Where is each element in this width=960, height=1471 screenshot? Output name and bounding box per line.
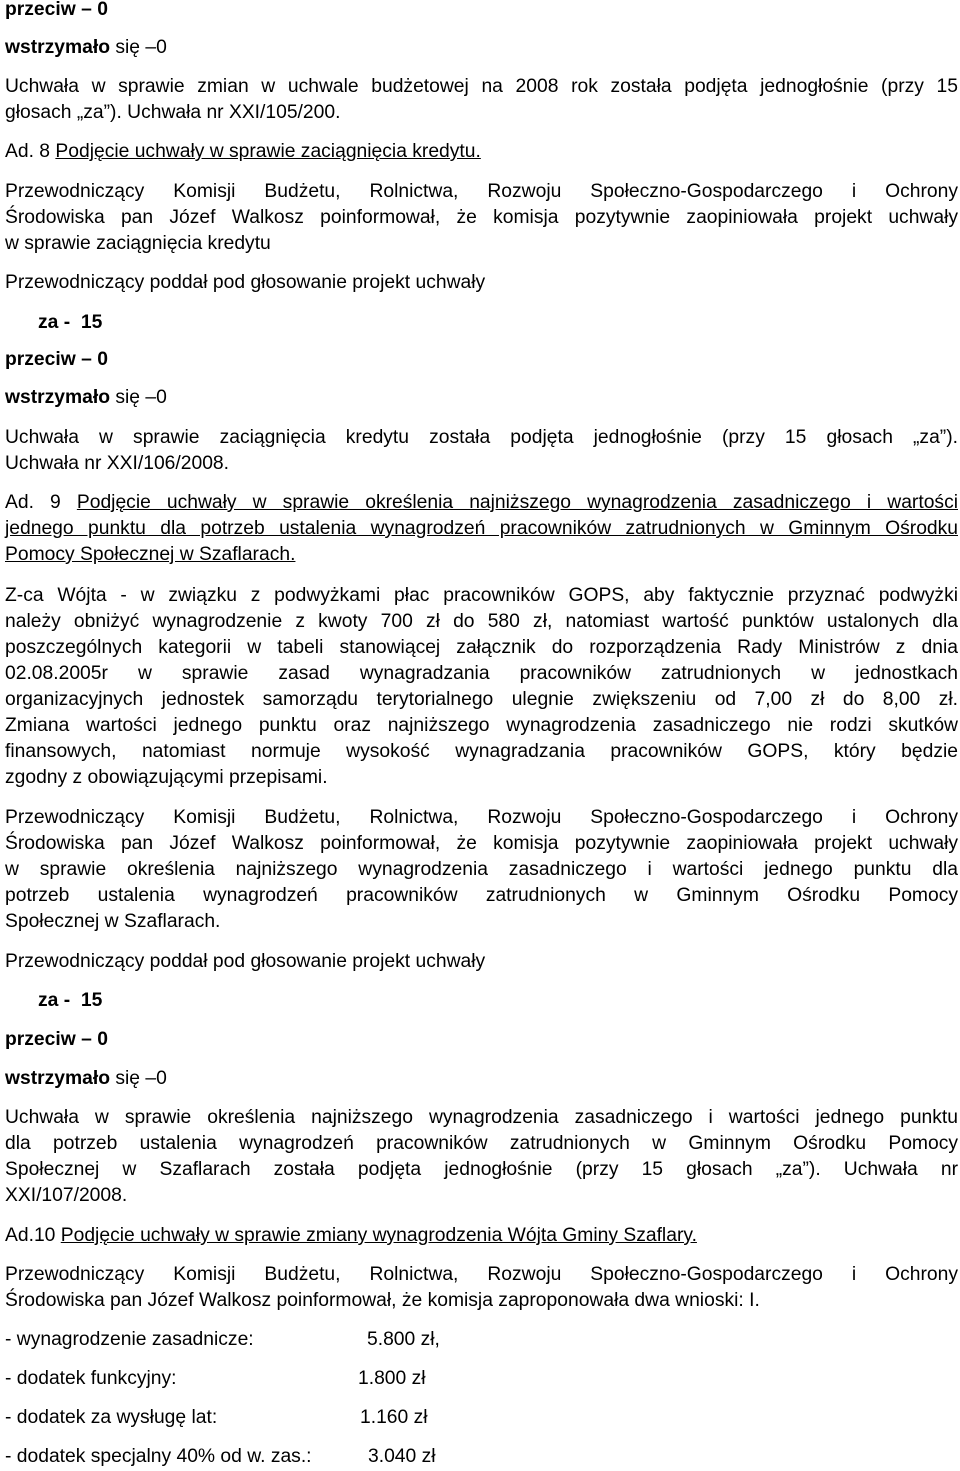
agenda-title: Podjęcie uchwały w sprawie zmiany wynagrodzenia Wójta Gminy Szaflary. (60, 1225, 697, 1246)
za-value: 15 (80, 990, 103, 1011)
przeciw-value: 0 (97, 1029, 108, 1050)
paragraph-line: Przewodniczący Komisji Budżetu, Rolnictwa, Rozwoju Społeczno-Gospodarczego i Ochrony (5, 181, 958, 202)
paragraph-line: potrzeb ustalenia wynagrodzeń pracowników zatrudnionych w Gminnym Ośrodku Pomocy (5, 885, 958, 906)
wstrzymalo-value: się –0 (115, 1068, 167, 1089)
paragraph-line: Uchwała w sprawie określenia najniższego wynagrodzenia zasadniczego i wartości jednego punktu (5, 1107, 958, 1128)
wstrzymalo-value: się –0 (115, 37, 167, 58)
przeciw-label: przeciw (5, 0, 76, 20)
paragraph-line: Środowiska pan Józef Walkosz poinformował, że komisja pozytywnie zaopiniowała projekt uchwały (5, 207, 958, 228)
przeciw-label: przeciw (5, 349, 76, 370)
paragraph-line: dla potrzeb ustalenia wynagrodzeń pracowników zatrudnionych w Gminnym Ośrodku Pomocy (5, 1133, 958, 1154)
salary-label: - dodatek za wysługę lat: (5, 1407, 218, 1428)
salary-label: - dodatek specjalny 40% od w. zas.: (5, 1446, 312, 1467)
przeciw-dash: – (81, 349, 92, 370)
przeciw-value: 0 (97, 349, 108, 370)
agenda-title: Podjęcie uchwały w sprawie określenia najniższego wynagrodzenia zasadniczego i wartości (76, 492, 958, 513)
vote3-wstrzymalo (5, 1067, 167, 1091)
przeciw-label: przeciw (5, 1029, 76, 1050)
salary-label: - dodatek funkcyjny: (5, 1368, 177, 1389)
agenda-prefix: Ad.10 (5, 1225, 61, 1246)
paragraph-line: Środowiska pan Józef Walkosz poinformował, że komisja zaproponowała dwa wnioski: I. (5, 1290, 760, 1311)
paragraph-line: Społecznej w Szaflarach. (5, 911, 221, 932)
paragraph-line: w sprawie określenia najniższego wynagrodzenia zasadniczego i wartości jednego punktu dla (5, 859, 958, 880)
agenda-title-line: jednego punktu dla potrzeb ustalenia wynagrodzeń pracowników zatrudnionych w Gminnym Ośrodku (5, 518, 958, 539)
vote2-za (38, 311, 102, 335)
salary-value: 1.160 zł (360, 1407, 428, 1428)
wstrzymalo-label: wstrzymało (5, 1068, 111, 1089)
paragraph-line: XXI/107/2008. (5, 1185, 128, 1206)
paragraph-line: poszczególnych kategorii w tabeli stanowiącej załącznik do rozporządzenia Rady Ministrów z dnia (5, 637, 958, 658)
paragraph-line: Przewodniczący poddał pod głosowanie projekt uchwały (5, 951, 486, 972)
wstrzymalo-value: się –0 (115, 387, 167, 408)
vote2-wstrzymalo (5, 386, 167, 410)
agenda-title: Podjęcie uchwały w sprawie zaciągnięcia kredytu. (55, 141, 481, 162)
paragraph-line: 02.08.2005r w sprawie zasad wynagradzania pracowników zatrudnionych w jednostkach (5, 663, 958, 684)
przeciw-dash: – (81, 0, 92, 20)
paragraph-line: należy obniżyć wynagrodzenie z kwoty 700 zł do 580 zł, natomiast wartość punktów ustalonych dla (5, 611, 958, 632)
paragraph-line: finansowych, natomiast normuje wysokość wynagradzania pracowników GOPS, który będzie (5, 741, 958, 762)
paragraph-line: w sprawie zaciągnięcia kredytu (5, 233, 271, 254)
salary-value: 5.800 zł, (367, 1329, 440, 1350)
paragraph-line: Zmiana wartości jednego punktu oraz najniższego wynagrodzenia zasadniczego nie rodzi skutków (5, 715, 958, 736)
agenda-prefix: Ad. 8 (5, 141, 56, 162)
paragraph-line: Środowiska pan Józef Walkosz poinformował, że komisja pozytywnie zaopiniowała projekt uchwały (5, 833, 958, 854)
paragraph-line: organizacyjnych jednostek samorządu terytorialnego ulegnie zwiększeniu od 7,00 zł do 8,00 zł. (5, 689, 958, 710)
paragraph-line: Przewodniczący Komisji Budżetu, Rolnictwa, Rozwoju Społeczno-Gospodarczego i Ochrony (5, 807, 958, 828)
wstrzymalo-label: wstrzymało (5, 37, 111, 58)
za-label: za - (38, 990, 71, 1011)
salary-value: 3.040 zł (368, 1446, 436, 1467)
paragraph-line: Przewodniczący poddał pod głosowanie projekt uchwały (5, 272, 486, 293)
agenda-item-9 (5, 491, 958, 515)
paragraph-line: Społecznej w Szaflarach została podjęta jednogłośnie (przy 15 głosach „za”). Uchwała nr (5, 1159, 958, 1180)
paragraph-line: zgodny z obowiązującymi przepisami. (5, 767, 328, 788)
paragraph-line: Uchwała nr XXI/106/2008. (5, 453, 230, 474)
paragraph-line: Przewodniczący Komisji Budżetu, Rolnictwa, Rozwoju Społeczno-Gospodarczego i Ochrony (5, 1264, 958, 1285)
vote1-wstrzymalo (5, 36, 167, 60)
salary-value: 1.800 zł (358, 1368, 426, 1389)
przeciw-value: 0 (97, 0, 108, 20)
agenda-item-8 (5, 140, 481, 164)
agenda-item-10 (5, 1224, 697, 1248)
wstrzymalo-label: wstrzymało (5, 387, 111, 408)
za-value: 15 (80, 312, 103, 333)
za-label: za - (38, 312, 71, 333)
vote1-przeciw (5, 0, 108, 22)
salary-label: - wynagrodzenie zasadnicze: (5, 1329, 254, 1350)
paragraph-line: Z-ca Wójta - w związku z podwyżkami płac pracowników GOPS, aby faktycznie przyznać podwyżki (5, 585, 958, 606)
vote3-za (38, 989, 102, 1013)
przeciw-dash: – (81, 1029, 92, 1050)
vote2-przeciw (5, 348, 108, 372)
vote3-przeciw (5, 1028, 108, 1052)
agenda-prefix: Ad. 9 (5, 492, 77, 513)
agenda-title-line: Pomocy Społecznej w Szaflarach. (5, 544, 296, 565)
paragraph-line: głosach „za”). Uchwała nr XXI/105/200. (5, 102, 341, 123)
paragraph-line: Uchwała w sprawie zaciągnięcia kredytu została podjęta jednogłośnie (przy 15 głosach „za”). (5, 427, 958, 448)
paragraph-line: Uchwała w sprawie zmian w uchwale budżetowej na 2008 rok została podjęta jednogłośnie (przy 15 (5, 76, 958, 97)
